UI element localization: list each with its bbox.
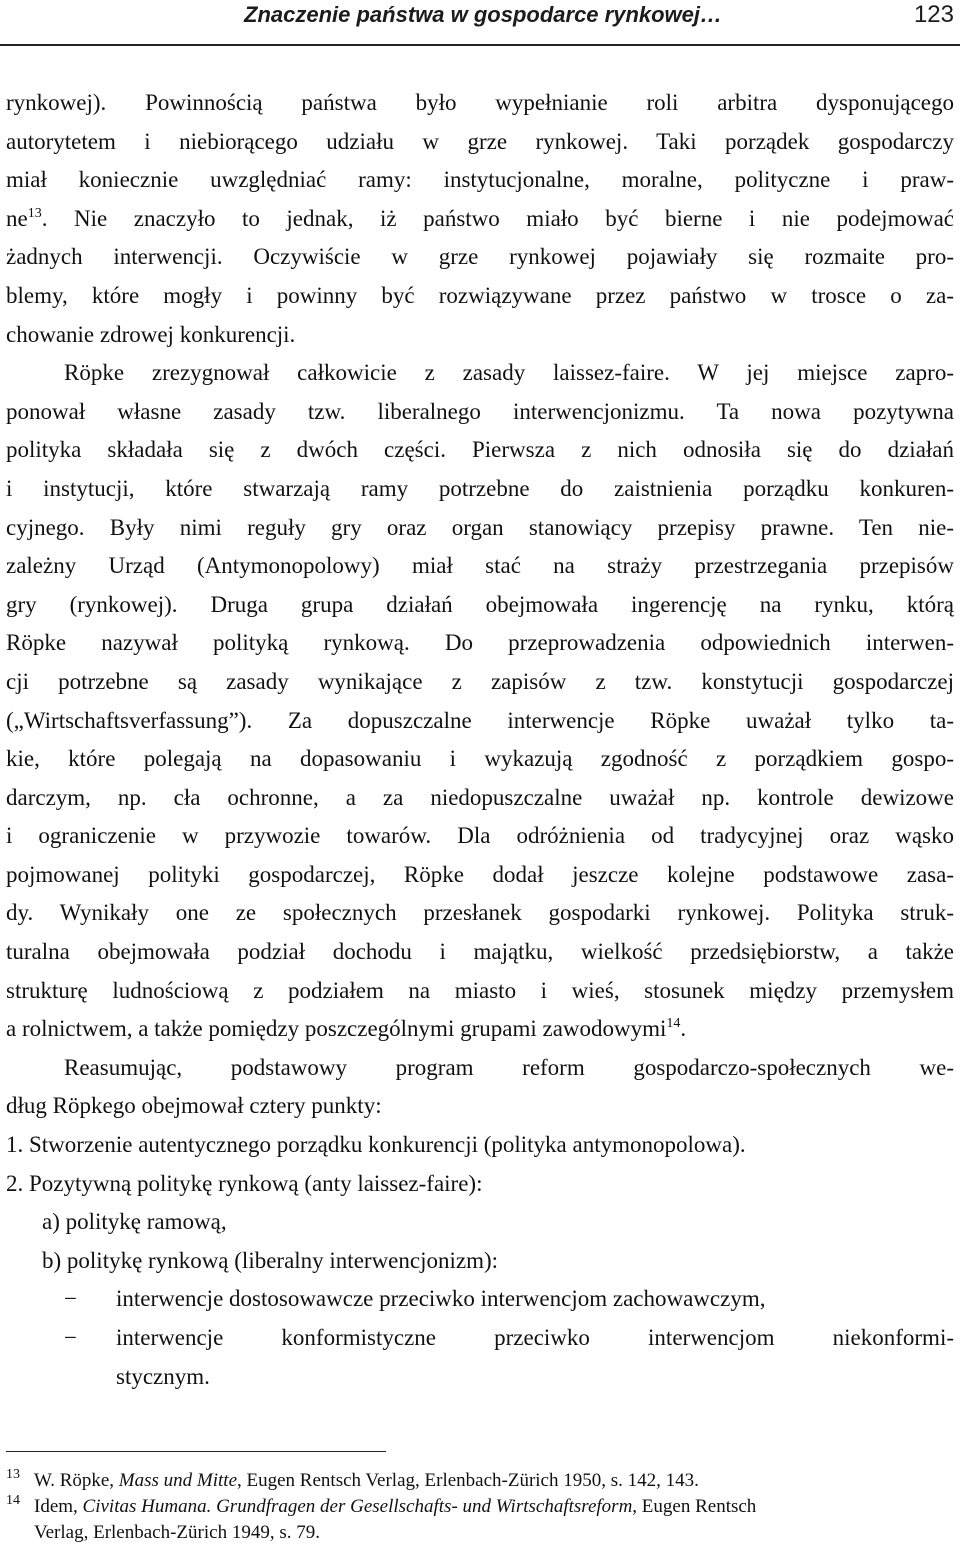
body-line: dług Röpkego obejmował cztery punkty:: [6, 1093, 382, 1119]
dash-item-text: interwencje konformistyczne przeciwko interwencjom niekonformi-: [116, 1325, 954, 1350]
body-line: [6, 200, 954, 239]
body-line: cyjnego. Były nimi reguły gry oraz organ stanowiący przepisy prawne. Ten nie-: [6, 514, 954, 540]
body-line: żadnych interwencji. Oczywiście w grze rynkowej pojawiały się rozmaite pro-: [6, 244, 954, 270]
body-text-run: ne: [6, 205, 28, 231]
footnote-run: Verlag, Erlenbach-Zürich 1949, s. 79.: [34, 1522, 320, 1543]
running-header: [0, 0, 960, 46]
footnote-separator: [6, 1451, 386, 1452]
body-line: Reasumując, podstawowy program reform gospodarczo-społecznych we-: [64, 1054, 954, 1080]
body-line: gry (rynkowej). Druga grupa działań obejmowała ingerencję na rynku, którą: [6, 591, 954, 617]
footnote-title: Mass und Mitte: [118, 1470, 238, 1491]
body-line: dy. Wynikały one ze społecznych przesłanek gospodarki rynkowej. Polityka struk-: [6, 900, 954, 926]
body-text-run: . Nie znaczyło to jednak, iż państwo miało być bierne i nie podejmować: [41, 205, 954, 231]
body-text: [6, 84, 954, 1396]
body-line: ponował własne zasady tzw. liberalnego interwencjonizmu. Ta nowa pozytywna: [6, 398, 954, 424]
body-line: rynkowej). Powinnością państwa było wypełnianie roli arbitra dysponującego: [6, 90, 954, 115]
body-line: zależny Urząd (Antymonopolowy) miał stać na straży przestrzegania przepisów: [6, 553, 954, 579]
dash-list-item: [6, 1319, 954, 1358]
footnote-text: [34, 1468, 954, 1494]
footnote-mark: 14: [6, 1493, 20, 1508]
footnote-text: [34, 1494, 954, 1546]
dash-item-text: stycznym.: [116, 1363, 210, 1389]
body-line: i ograniczenie w przywozie towarów. Dla odróżnienia od tradycyjnej oraz wąsko: [6, 823, 954, 849]
footnote-run: , Eugen Rentsch Verlag, Erlenbach-Zürich 1950, s. 142, 143.: [237, 1470, 699, 1491]
body-line: blemy, które mogły i powinny być rozwiązywane przez państwo w trosce o za-: [6, 282, 954, 308]
running-title: Znaczenie państwa w gospodarce rynkowej…: [244, 2, 723, 27]
body-line: pojmowanej polityki gospodarczej, Röpke dodał jeszcze kolejne podstawowe zasa-: [6, 861, 954, 887]
footnote-ref-14: 14: [666, 1016, 681, 1032]
dash-bullet: −: [64, 1286, 77, 1312]
list-item: 1. Stworzenie autentycznego porządku konkurencji (polityka antymonopolowa).: [6, 1132, 746, 1158]
dash-list-item-continuation: [6, 1358, 954, 1397]
list-subitem: b) politykę rynkową (liberalny interwencjonizm):: [42, 1247, 499, 1273]
list-subitem: a) politykę ramową,: [42, 1209, 227, 1235]
footnotes: [6, 1468, 954, 1546]
footnote-ref-13: 13: [27, 205, 42, 221]
body-line: turalna obejmowała podział dochodu i majątku, wielkość przedsiębiorstw, a także: [6, 939, 954, 965]
body-line: kie, które polegają na dopasowaniu i wykazują zgodność z porządkiem gospo-: [6, 746, 954, 772]
body-line: Röpke nazywał polityką rynkową. Do przeprowadzenia odpowiednich interwen-: [6, 630, 954, 656]
footnote-run: Idem,: [34, 1496, 83, 1517]
body-text-run: a rolnictwem, a także pomiędzy poszczególnymi grupami zawodowymi: [6, 1016, 667, 1042]
footnote-run: , Eugen Rentsch: [632, 1496, 757, 1517]
body-line: chowanie zdrowej konkurencji.: [6, 321, 296, 347]
dash-item-text: interwencje dostosowawcze przeciwko interwencjom zachowawczym,: [116, 1286, 766, 1312]
footnote-title: Civitas Humana. Grundfragen der Gesellschafts- und Wirtschaftsreform: [82, 1496, 633, 1517]
footnote-13: [6, 1468, 954, 1494]
dash-spacer: [6, 1358, 116, 1397]
body-line: darczym, np. cła ochronne, a za niedopuszczalne uważał np. kontrole dewizowe: [6, 784, 954, 810]
body-text-run: .: [680, 1016, 687, 1042]
body-line: miał koniecznie uwzględniać ramy: instytucjonalne, moralne, polityczne i praw-: [6, 167, 954, 193]
body-line: strukturę ludnościową z podziałem na miasto i wieś, stosunek między przemysłem: [6, 977, 954, 1003]
footnote-run: W. Röpke,: [34, 1470, 119, 1491]
body-line: polityka składała się z dwóch części. Pierwsza z nich odnosiła się do działań: [6, 437, 954, 463]
body-line: („Wirtschaftsverfassung”). Za dopuszczalne interwencje Röpke uważał tylko ta-: [6, 707, 954, 733]
body-line: [6, 1010, 954, 1049]
footnote-mark: 13: [6, 1467, 20, 1482]
body-line: Röpke zrezygnował całkowicie z zasady laissez-faire. W jej miejsce zapro-: [64, 360, 954, 386]
dash-bullet: −: [64, 1325, 77, 1350]
body-line: i instytucji, które stwarzają ramy potrzebne do zaistnienia porządku konkuren-: [6, 475, 954, 501]
page-number: 123: [913, 1, 954, 28]
body-line: cji potrzebne są zasady wynikające z zapisów z tzw. konstytucji gospodarczej: [6, 668, 954, 694]
footnote-14: [6, 1494, 954, 1546]
dash-list-item: [6, 1280, 954, 1319]
body-line: autorytetem i niebiorącego udziału w grze rynkowej. Taki porządek gospodarczy: [6, 128, 954, 154]
list-item: 2. Pozytywną politykę rynkową (anty laissez-faire):: [6, 1170, 483, 1196]
